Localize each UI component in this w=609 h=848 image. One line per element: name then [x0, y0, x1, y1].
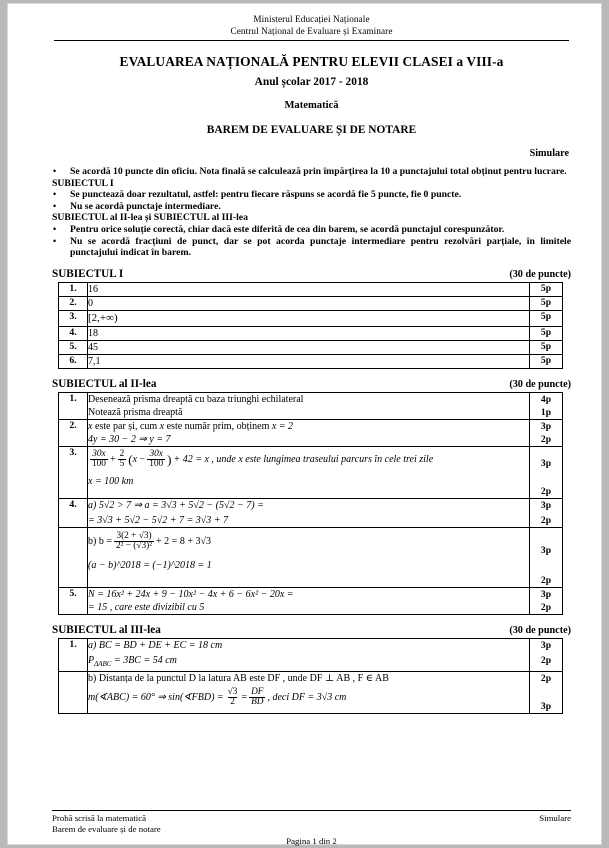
row-points: 5p: [530, 310, 563, 326]
instruction-text: Pentru orice soluție corectă, chiar dacă este diferită de cea din barem, se acordă punctajul corespunzător.: [70, 223, 505, 235]
instruction-item: [52, 166, 571, 178]
page-number: Pagina 1 din 2: [286, 836, 337, 847]
solution-line: [88, 654, 529, 671]
math-subscript: ΔABC: [94, 659, 112, 668]
fraction-denominator: BD: [251, 697, 264, 708]
fraction-denominator: 5: [119, 459, 125, 470]
row-number: 4.: [59, 498, 88, 527]
section-points: (30 de puncte): [509, 268, 571, 280]
fraction-denominator: 100: [92, 459, 106, 470]
solution-line: [88, 499, 529, 512]
row-number: 1.: [59, 638, 88, 671]
row-points: 2p: [540, 601, 552, 613]
row-points: 5p: [530, 340, 563, 354]
table-row: [59, 282, 563, 296]
row-number-empty: [59, 527, 88, 587]
subiectul-1-table: [58, 282, 563, 369]
subiectul-2-table: [58, 392, 563, 615]
row-answer: 7,1: [88, 355, 101, 367]
ministry-line-2: Centrul Național de Evaluare și Examinare: [230, 25, 393, 36]
instruction-item: [52, 189, 571, 201]
row-number: 3.: [59, 310, 88, 326]
variant-label: Simulare: [529, 148, 569, 159]
row-points: 3p: [540, 544, 552, 556]
math-expr: = 15 , care este divizibil cu 5: [88, 601, 205, 613]
math-expr: x = 2: [271, 420, 294, 432]
solution-line: [88, 639, 529, 652]
row-answer: 0: [88, 297, 93, 309]
table-row: [59, 527, 563, 587]
fraction-numerator: 3(2 + √3): [116, 530, 152, 541]
row-points: 2p: [540, 433, 552, 445]
math-expr: + 2 = 8 + 3√3: [156, 536, 211, 548]
page-title: EVALUAREA NAȚIONALĂ PENTRU ELEVII CLASEI a VIII-a: [119, 54, 504, 69]
footer-variant: Simulare: [539, 813, 571, 823]
row-number: 5.: [59, 587, 88, 614]
row-number: 1.: [59, 282, 88, 296]
table-row: [59, 498, 563, 527]
instruction-text: Se acordă 10 puncte din oficiu. Nota finală se calculează prin împărțirea la 10 a punctajului total obținut pentru lucrare.: [70, 166, 567, 177]
fraction-denominator: 2² − (√3)²: [115, 541, 153, 552]
row-number-empty: [59, 671, 88, 713]
row-answer: 18: [88, 327, 98, 339]
fraction: [147, 450, 165, 470]
table-row: [59, 671, 563, 713]
bullet-icon: •: [53, 223, 57, 234]
row-points: 2p: [540, 514, 552, 526]
instruction-item: [52, 224, 571, 236]
fraction: [226, 688, 240, 708]
section-header-3: [52, 624, 571, 636]
header-divider: [54, 40, 569, 41]
math-expr: = 3BC = 54 cm: [113, 654, 177, 666]
ministry-header: [52, 14, 571, 37]
page-content: [52, 14, 571, 714]
table-row: [59, 638, 563, 671]
math-expr: 4y = 30 − 2 ⇒ y = 7: [88, 433, 171, 445]
solution-line: [88, 514, 529, 527]
math-var: P: [88, 654, 95, 666]
row-number: 1.: [59, 392, 88, 419]
row-number: 5.: [59, 340, 88, 354]
instruction-text: Nu se acordă punctaje intermediare.: [70, 200, 221, 212]
table-row: [59, 587, 563, 614]
section-title: SUBIECTUL al III-lea: [52, 623, 161, 636]
solution-line: Notează prisma dreaptă: [88, 406, 183, 418]
math-var: x: [88, 420, 93, 432]
math-expr: = 3√3 + 5√2 − 5√2 + 7 = 3√3 + 7: [88, 514, 228, 526]
math-expr: a) BC = BD + DE + EC = 18 cm: [88, 639, 223, 651]
math-var: x: [159, 420, 165, 432]
solution-line: [88, 475, 529, 488]
row-points: 5p: [530, 326, 563, 340]
section-header-1: [52, 268, 571, 280]
fraction: [90, 450, 108, 470]
table-row: [59, 326, 563, 340]
row-answer: 16: [88, 283, 98, 295]
row-points: 3p: [540, 420, 552, 432]
fraction: [249, 688, 265, 708]
row-number: 6.: [59, 354, 88, 368]
solution-line: [88, 601, 529, 614]
footer-divider: [52, 810, 571, 811]
solution-line: [88, 420, 529, 433]
footer-left-line2: Barem de evaluare și de notare: [52, 823, 161, 834]
solution-line: $\frac{30x}{100}$ + $\frac{2}{5}$ ( x − $\frac{30x}{100}$ ) + 42 = x , unde x este lungimea traseului parcurs în cele trei zile: [92, 448, 434, 470]
math-expr: a) 5√2 > 7 ⇒ a = 3√3 + 5√2 − (5√2 − 7) =: [88, 499, 264, 511]
solution-line: [88, 588, 529, 601]
section-header-2: [52, 378, 571, 390]
fraction-numerator: 30x: [149, 448, 163, 459]
instruction-item: [52, 236, 571, 259]
row-points: 5p: [530, 354, 563, 368]
row-points: 3p: [540, 457, 552, 469]
instruction-heading-1: SUBIECTUL I: [52, 177, 114, 189]
row-answer: [2,+∞): [88, 311, 118, 324]
instruction-text: Nu se acordă fracțiuni de punct, dar se pot acorda punctaje intermediare pentru rezolvări parțiale, în limitele punctajului indicat în barem.: [70, 235, 571, 259]
row-points: 3p: [540, 700, 552, 712]
math-operator: =: [241, 692, 248, 704]
section-points: (30 de puncte): [509, 624, 571, 636]
table-row: [59, 392, 563, 419]
solution-line: Desenează prisma dreaptă cu baza triunghi echilateral: [88, 393, 304, 405]
instruction-text: Se punctează doar rezultatul, astfel: pentru fiecare răspuns se acordă fie 5 puncte, fie 0 puncte.: [70, 189, 462, 201]
section-points: (30 de puncte): [509, 378, 571, 390]
fraction: [118, 450, 127, 470]
math-expr: m(∢ABC) = 60° ⇒ sin(∢FBD) =: [88, 692, 224, 704]
row-points: 5p: [530, 282, 563, 296]
solution-line: b) Distanța de la punctul D la latura AB este DF , unde DF ⊥ AB , F ∈ AB: [88, 672, 389, 684]
fraction-denominator: 100: [149, 459, 164, 470]
row-points: 4p: [540, 393, 552, 405]
math-label: b) b =: [88, 536, 112, 548]
title-block: [52, 54, 571, 136]
instruction-heading-2: SUBIECTUL al II-lea și SUBIECTUL al III-lea: [52, 212, 248, 224]
row-answer: 45: [88, 341, 98, 353]
row-points: 3p: [540, 588, 552, 600]
math-expr: N = 16x² + 24x + 9 − 10x² − 4x + 6 − 6x² − 20x =: [88, 588, 294, 600]
fraction: [114, 532, 154, 552]
table-row: [59, 340, 563, 354]
ministry-line-1: Ministerul Educației Naționale: [253, 14, 370, 24]
math-expr: x = 100 km: [88, 475, 134, 487]
row-points: 2p: [540, 654, 552, 666]
math-text: este par și, cum: [94, 420, 158, 432]
fraction-denominator: 2: [230, 697, 235, 708]
row-points: 1p: [540, 406, 552, 418]
table-row: [59, 310, 563, 326]
row-number: 2.: [59, 419, 88, 446]
bullet-icon: •: [53, 200, 57, 211]
page-footer: [52, 810, 571, 847]
row-points: 3p: [540, 639, 552, 651]
fraction-numerator: 30x: [92, 448, 106, 459]
solution-line: [88, 433, 529, 446]
table-row: [59, 354, 563, 368]
math-expr: (a − b)^2018 = (−1)^2018 = 1: [88, 559, 212, 571]
section-title: SUBIECTUL I: [52, 267, 124, 280]
row-points: 2p: [540, 485, 552, 497]
row-points: 5p: [530, 296, 563, 310]
school-year: Anul școlar 2017 - 2018: [254, 76, 369, 88]
subiectul-3-table: [58, 638, 563, 714]
table-row: [59, 419, 563, 446]
fraction-numerator: √3: [227, 686, 238, 697]
bullet-icon: •: [53, 189, 57, 200]
fraction-numerator: DF: [251, 686, 264, 697]
solution-line: [88, 688, 529, 708]
solution-line: [88, 559, 529, 572]
subject-name: Matematică: [284, 100, 339, 111]
row-number: 2.: [59, 296, 88, 310]
row-points: 2p: [540, 574, 552, 586]
row-number: 4.: [59, 326, 88, 340]
math-expr: , deci DF = 3√3 cm: [267, 692, 347, 704]
math-text: este număr prim, obținem: [166, 420, 270, 432]
math-expr: + 42 = x , unde x este lungimea traseului parcurs în cele trei zile: [173, 454, 434, 466]
document-type: BAREM DE EVALUARE ȘI DE NOTARE: [206, 124, 417, 136]
table-row: [59, 446, 563, 498]
grading-instructions: [52, 166, 571, 259]
solution-line: [88, 532, 529, 552]
fraction-numerator: 2: [119, 448, 125, 459]
bullet-icon: •: [53, 235, 57, 246]
instruction-item: [52, 201, 571, 213]
table-row: [59, 296, 563, 310]
row-number: 3.: [59, 446, 88, 498]
footer-left-line1: Probă scrisă la matematică: [52, 813, 147, 823]
document-page: [8, 4, 601, 847]
section-title: SUBIECTUL al II-lea: [52, 377, 157, 390]
row-points: 2p: [540, 672, 552, 684]
row-points: 3p: [540, 499, 552, 511]
bullet-icon: •: [53, 166, 57, 176]
